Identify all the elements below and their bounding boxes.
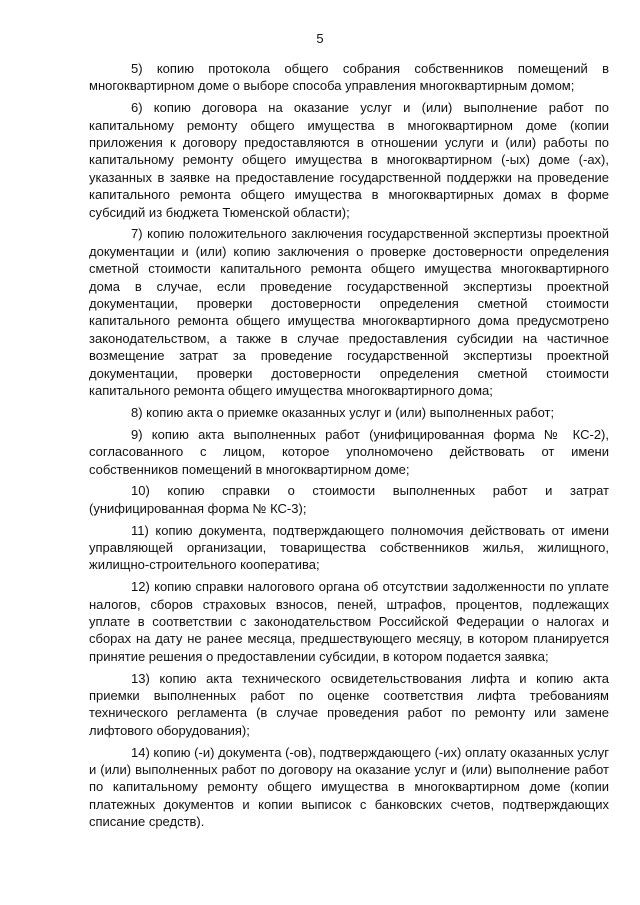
paragraph-item-13: 13) копию акта технического освидетельствования лифта и копию акта приемки выполненных работ по оценке соответствия лифта требованиям технического регламента (в случае проведения работ по ремонту или замене лифтового оборудования); (89, 670, 609, 738)
paragraph-item-5: 5) копию протокола общего собрания собственников помещений в многоквартирном доме о выборе способа управления многоквартирным домом; (89, 61, 609, 94)
paragraph-item-10: 10) копию справки о стоимости выполненных работ и затрат (унифицированная форма № КС-3); (89, 483, 609, 516)
page-number: 5 (316, 31, 324, 46)
paragraph-item-8: 8) копию акта о приемке оказанных услуг и (или) выполненных работ; (131, 404, 555, 420)
paragraph-item-7: 7) копию положительного заключения государственной экспертизы проектной документации и (или) копию заключения о проверке достоверности определения сметной стоимости капитального ремонта общего имущества многоквартирного дома в случае, если проведение государственной экспертизы проектной документации, проверки достоверности определения сметной стоимости капитального ремонта общего имущества многоквартирного дома предусмотрено законодательством, а также в случае предоставления субсидии на частичное возмещение затрат за проведение государственной экспертизы проектной документации, проверки достоверности определения сметной стоимости капитального ремонта общего имущества многоквартирного дома; (89, 226, 609, 399)
paragraph-item-12: 12) копию справки налогового органа об отсутствии задолженности по уплате налогов, сборов страховых взносов, пеней, штрафов, процентов, подлежащих уплате в соответствии с законодательством Российской Федерации о налогах и сборах на дату не ранее месяца, предшествующего месяцу, в котором планируется принятие решения о предоставлении субсидии, в котором подается заявка; (89, 579, 609, 664)
paragraph-item-9: 9) копию акта выполненных работ (унифицированная форма № КС-2), согласованного с лицом, которое уполномочено действовать от имени собственников помещений в многоквартирном доме; (89, 426, 609, 477)
document-body (89, 60, 609, 835)
paragraph-item-14: 14) копию (-и) документа (-ов), подтверждающего (-их) оплату оказанных услуг и (или) выполненных работ по договору на оказание услуг и (или) выполнение работ по капитальному ремонту общего имущества в многоквартирном доме (копии платежных документов и копии выписок с банковских счетов, подтверждающих списание средств). (89, 744, 609, 830)
paragraph-item-11: 11) копию документа, подтверждающего полномочия действовать от имени управляющей организации, товарищества собственников жилья, жилищного, жилищно-строительного кооператива; (89, 522, 609, 573)
paragraph-item-6: 6) копию договора на оказание услуг и (или) выполнение работ по капитальному ремонту общего имущества в многоквартирном доме (копии приложения к договору предоставляются в отношении услуги и (или) работы по капитальному ремонту общего имущества в многоквартирном (-ых) доме (-ах), указанных в заявке на предоставление государственной поддержки на проведение капитального ремонта общего имущества в многоквартирных домах в форме субсидий из бюджета Тюменской области); (89, 100, 609, 220)
